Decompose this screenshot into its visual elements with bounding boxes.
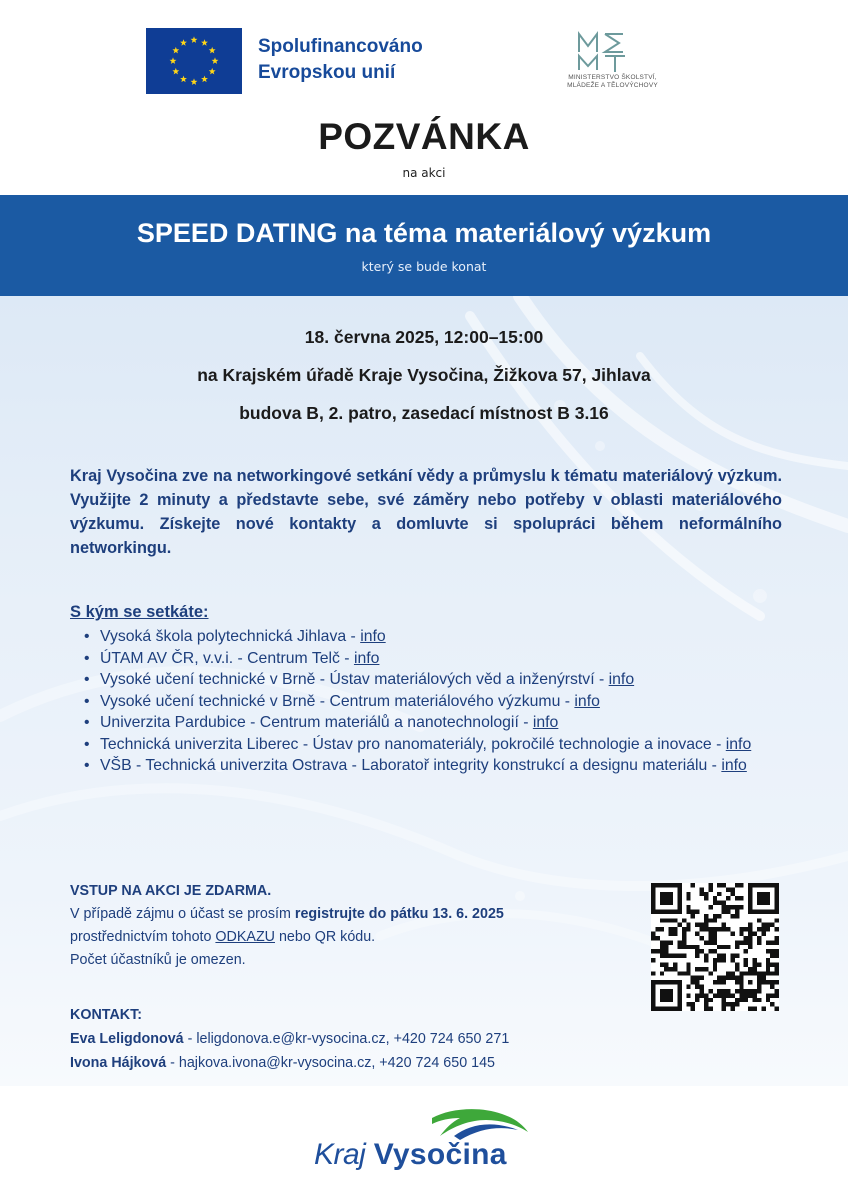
contact-details: - leligdonova.e@kr-vysocina.cz, +420 724 650 271 [183,1031,510,1047]
intro-paragraph: Kraj Vysočina zve na networkingové setkání vědy a průmyslu k tématu materiálový výzkum. Využijte 2 minuty a představte sebe, své záměry nebo potřeby v oblasti materiálového výzkumu. Získejte nové kontakty a domluvte si spolupráci během neformálního networkingu. [70,467,782,557]
kraj-logo-light: Kraj [314,1138,366,1171]
registration-block [70,880,630,972]
kraj-logo-text [314,1138,507,1172]
info-link[interactable]: info [608,671,635,688]
qr-code-icon[interactable] [651,883,779,1011]
participants-heading: S kým se setkáte: [70,603,209,621]
list-item [80,648,780,670]
eu-line-2: Evropskou unií [258,62,396,83]
registration-link[interactable]: ODKAZU [215,929,275,945]
event-subtitle: který se bude konat [361,259,487,274]
list-item [80,734,780,756]
contact-name: Ivona Hájková [70,1055,167,1071]
msmt-name [545,74,680,90]
msmt-line-2: MLÁDEŽE A TĚLOVÝCHOVY [567,82,658,89]
kraj-logo-bold: Vysočina [373,1138,507,1171]
participant-name: Vysoké učení technické v Brně - Ústav materiálových věd a inženýrství - [100,671,609,688]
event-room: budova B, 2. patro, zasedací místnost B 3.16 [239,403,609,423]
msmt-logo [545,28,680,98]
participant-name: Technická univerzita Liberec - Ústav pro nanomateriály, pokročilé technologie a inovace - [100,735,726,753]
info-link[interactable]: info [725,735,752,753]
list-item [80,691,780,713]
info-link[interactable]: info [721,757,747,774]
contact-heading: KONTAKT: [70,1007,143,1023]
info-link[interactable]: info [360,628,386,645]
free-entry: VSTUP NA AKCI JE ZDARMA. [70,883,272,899]
registration-text: nebo QR kódu. [275,929,376,945]
registration-text: V případě zájmu o účast se prosím [70,906,295,922]
event-details [0,322,848,436]
event-date: 18. června 2025, 12:00–15:00 [304,327,544,347]
registration-line [70,903,630,926]
eu-line-1: Spolufinancováno [258,36,423,57]
msmt-mark-icon [575,30,629,74]
header-logos [0,28,848,98]
info-link[interactable]: info [574,692,600,710]
capacity-note: Počet účastníků je omezen. [70,952,246,968]
participant-name: Vysoká škola polytechnická Jihlava - [100,628,361,645]
eu-cofunded-text [258,34,423,86]
contact-name: Eva Leligdonová [70,1031,184,1047]
event-banner [0,195,848,296]
registration-line [70,926,630,949]
title-subtitle: na akci [402,166,446,180]
msmt-line-1: MINISTERSTVO ŠKOLSTVÍ, [568,74,657,81]
participants-list [80,626,780,777]
registration-deadline: registrujte do pátku 13. 6. 2025 [294,906,504,922]
list-item [80,669,780,691]
kraj-swoosh-icon [430,1106,530,1140]
contact-block [70,1003,670,1075]
list-item [80,712,780,734]
event-place: na Krajském úřadě Kraje Vysočina, Žižkova 57, Jihlava [197,365,651,385]
list-item [80,755,780,777]
contact-person [70,1051,670,1075]
list-item [80,626,780,648]
contact-details: - hajkova.ivona@kr-vysocina.cz, +420 724 650 145 [166,1055,495,1071]
participant-name: ÚTAM AV ČR, v.v.i. - Centrum Telč - [100,649,354,667]
kraj-vysocina-logo [300,1102,540,1182]
participant-name: Univerzita Pardubice - Centrum materiálů a nanotechnologií - [100,714,533,731]
contact-person [70,1027,670,1051]
registration-text: prostřednictvím tohoto [70,929,216,945]
info-link[interactable]: info [532,714,559,731]
page-title: POZVÁNKA [318,116,530,157]
participant-name: VŠB - Technická univerzita Ostrava - Laboratoř integrity konstrukcí a designu materiálu - [100,757,722,774]
eu-flag-icon [146,28,242,94]
participant-name: Vysoké učení technické v Brně - Centrum materiálového výzkumu - [100,692,575,710]
info-link[interactable]: info [353,649,380,667]
event-title: SPEED DATING na téma materiálový výzkum [136,218,712,248]
